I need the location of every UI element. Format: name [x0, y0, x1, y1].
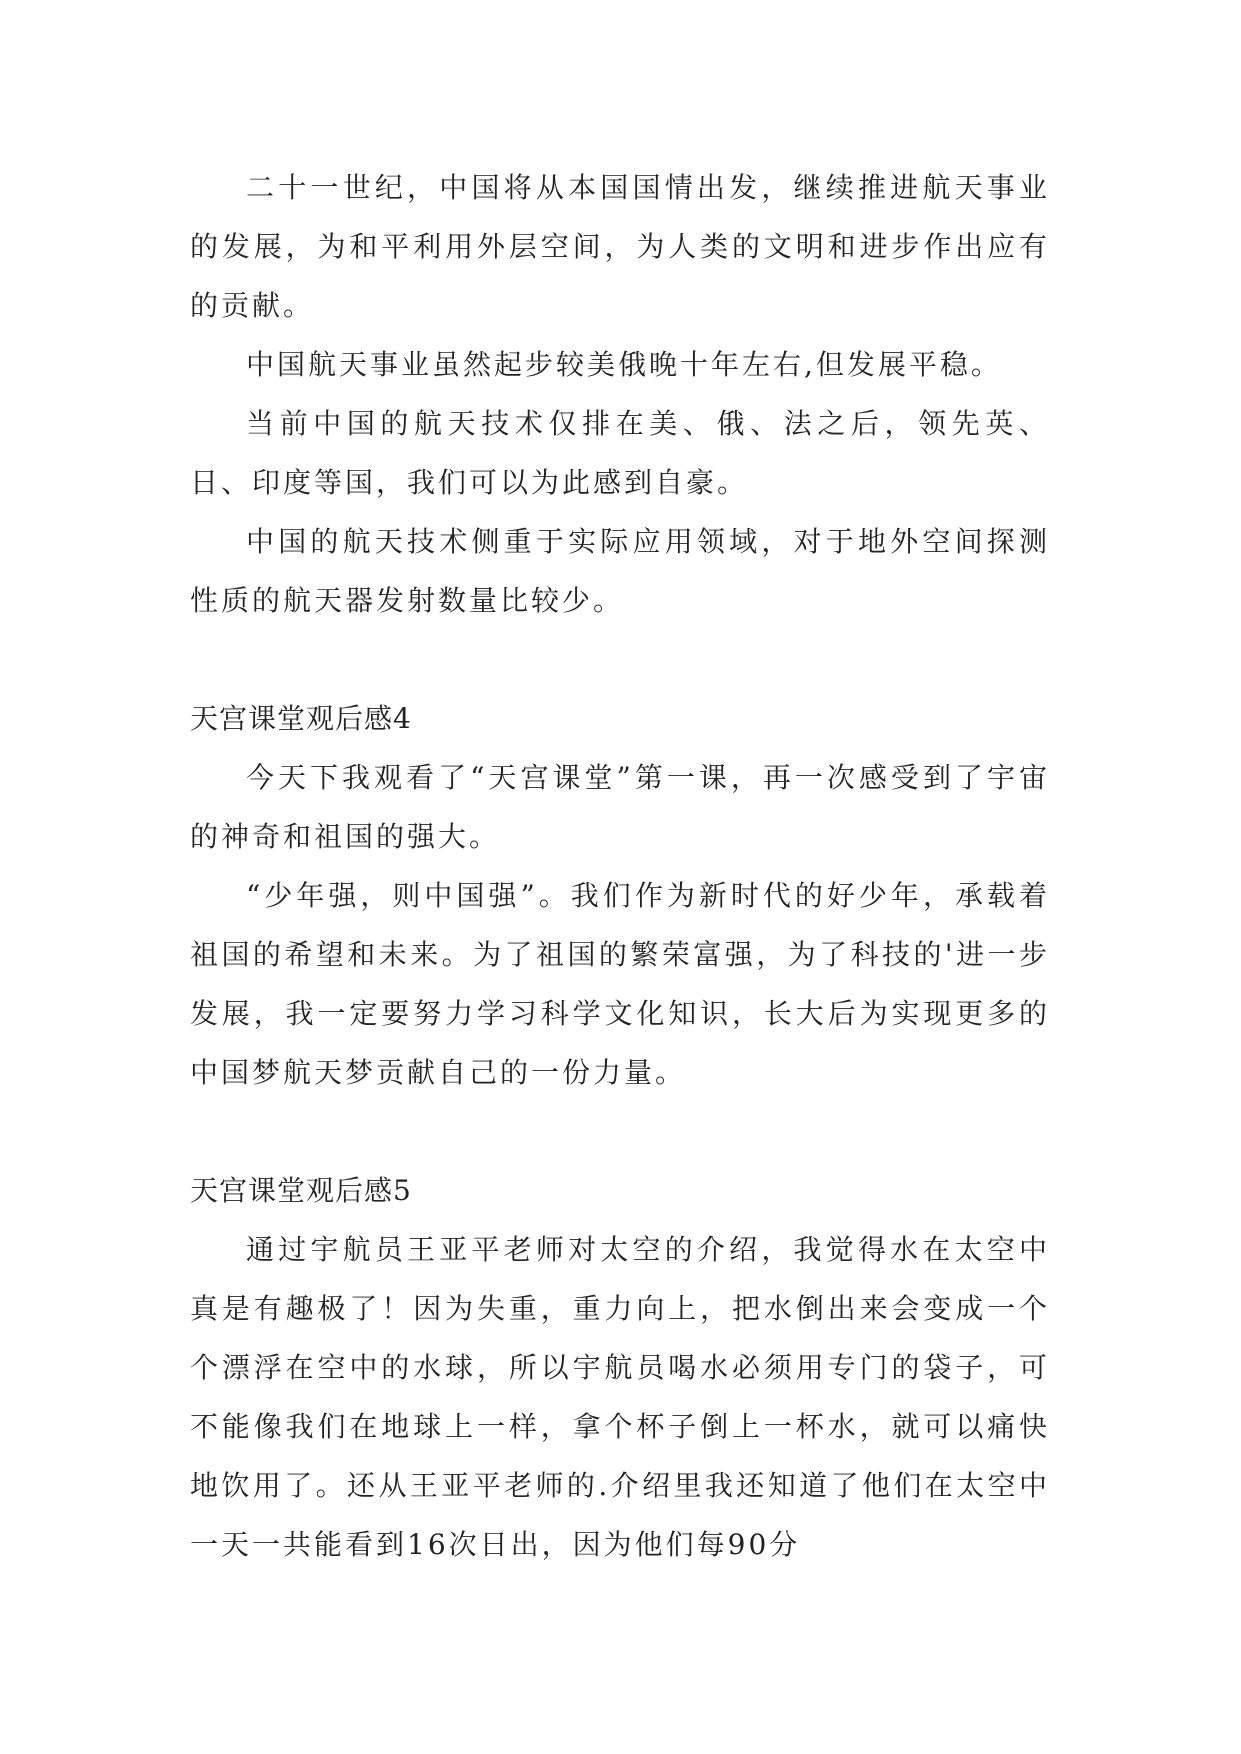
section-4-title: 天宫课堂观后感4	[190, 702, 412, 735]
paragraph-4: 中国的航天技术侧重于实际应用领域，对于地外空间探测性质的航天器发射数量比较少。	[190, 525, 1050, 617]
paragraph-1: 二十一世纪，中国将从本国国情出发，继续推进航天事业的发展，为和平利用外层空间，为人类的文明和进步作出应有的贡献。	[190, 171, 1050, 322]
paragraph-3: 当前中国的航天技术仅排在美、俄、法之后，领先英、日、印度等国，我们可以为此感到自豪。	[190, 407, 1050, 499]
section-5-paragraph-1: 通过宇航员王亚平老师对太空的介绍，我觉得水在太空中真是有趣极了！因为失重，重力向上，把水倒出来会变成一个个漂浮在空中的水球，所以宇航员喝水必须用专门的袋子，可不能像我们在地球上一样，拿个杯子倒上一杯水，就可以痛快地饮用了。还从王亚平老师的.介绍里我还知道了他们在太空中一天一共能看到16次日出，因为他们每90分	[190, 1233, 1050, 1561]
paragraph-2: 中国航天事业虽然起步较美俄晚十年左右,但发展平稳。	[246, 348, 1002, 381]
section-4-paragraph-2: “少年强，则中国强”。我们作为新时代的好少年，承载着祖国的希望和未来。为了祖国的繁荣富强，为了科技的'进一步发展，我一定要努力学习科学文化知识，长大后为实现更多的中国梦航天梦贡献自己的一份力量。	[190, 879, 1050, 1089]
section-gap	[190, 1102, 1050, 1161]
section-5-title: 天宫课堂观后感5	[190, 1174, 412, 1207]
section-4-paragraph-1: 今天下我观看了“天宫课堂”第一课，再一次感受到了宇宙的神奇和祖国的强大。	[190, 761, 1050, 853]
document-body	[190, 158, 1050, 1574]
section-gap	[190, 630, 1050, 689]
